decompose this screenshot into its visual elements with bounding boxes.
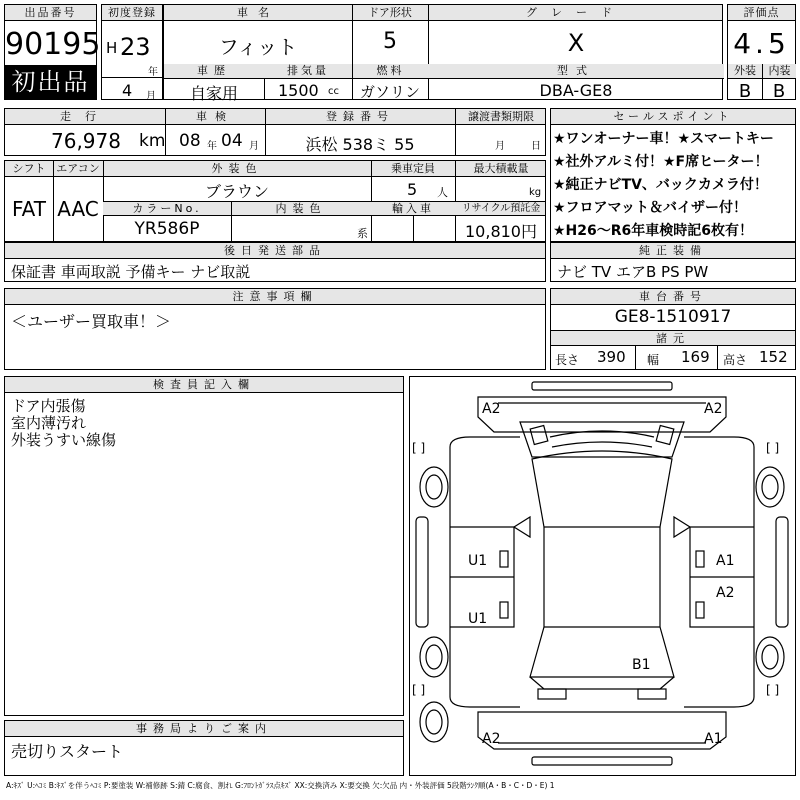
height-label: 高さ <box>723 353 748 367</box>
interior-label: 内装 <box>762 64 796 79</box>
inspector-line: 外装うすい線傷 <box>11 431 117 449</box>
displacement-unit: cc <box>328 86 339 97</box>
transfer-label: 譲渡書類期限 <box>468 110 534 123</box>
plate: 浜松 538ミ 55 <box>305 135 415 154</box>
ac: AAC <box>57 197 99 221</box>
inspection-month-unit: 月 <box>249 141 259 152</box>
mileage-label: 走行 <box>60 110 110 123</box>
later-parts-box <box>4 242 546 282</box>
displacement-label: 排気量 <box>264 64 352 79</box>
exterior-color: ブラウン <box>204 182 269 201</box>
sales-point-item: ★ワンオーナー車！★スマートキー <box>553 131 774 147</box>
lot-number: 90195 <box>5 27 101 62</box>
first-listing-badge <box>5 65 96 99</box>
door-type: 5 <box>383 29 397 54</box>
vehicle-info-box <box>163 4 723 103</box>
sales-point-item: ★フロアマット＆バイザー付！ <box>553 200 747 216</box>
fuel-label: 燃料 <box>352 64 428 79</box>
shift-label: シフト <box>12 162 46 175</box>
displacement: 1500 <box>278 81 319 100</box>
office-box <box>4 720 404 776</box>
color-label: 外装色 <box>211 162 263 175</box>
height: 152 <box>759 348 788 366</box>
inspection-label: 車検 <box>196 110 234 123</box>
int-color-label: 内装色 <box>275 202 327 215</box>
width-label: 幅 <box>647 353 660 367</box>
equipment-text: ナビ TV エアB PS PW <box>557 263 709 281</box>
sales-point-item: ★純正ナビTV、バックカメラ付！ <box>553 177 768 193</box>
sales-points-label: セールスポイント <box>551 109 795 125</box>
bracket-left: [ ] <box>412 441 426 455</box>
damage-left-rear-door: U1 <box>468 611 488 627</box>
sales-points-box <box>550 108 796 242</box>
color-no-label: カラーNo. <box>132 202 202 215</box>
notes-text: ＜ユーザー買取車！＞ <box>11 312 172 331</box>
score-label: 評価点 <box>728 5 795 21</box>
equipment-label: 純正装備 <box>551 243 795 259</box>
damage-left-front-door: U1 <box>468 553 488 569</box>
registration-box <box>101 4 163 100</box>
length: 390 <box>597 348 626 366</box>
inspector-line: 室内薄汚れ <box>11 414 87 432</box>
transfer-month-unit: 月 <box>495 141 505 152</box>
bracket-left-rear: [ ] <box>412 683 426 697</box>
capacity-label: 乗車定員 <box>391 162 435 175</box>
later-parts-label: 後日発送部品 <box>5 243 545 259</box>
car-diagram-svg <box>410 377 795 775</box>
chassis-number: GE8-1510917 <box>614 307 732 327</box>
registration-label: 初度登録 <box>102 5 162 21</box>
damage-right-front-door: A1 <box>716 553 735 569</box>
history-label: 車歴 <box>164 64 264 79</box>
model: DBA-GE8 <box>539 81 613 100</box>
dims-label: 諸元 <box>551 330 795 346</box>
damage-right-rear-door: A2 <box>716 585 735 601</box>
load-label: 最大積載量 <box>473 162 529 175</box>
car-diagram <box>409 376 796 776</box>
era: H <box>106 39 118 57</box>
recycle-deposit: 10,810円 <box>465 222 537 241</box>
first-listing-text: 初出品 <box>11 68 90 96</box>
carname: フィット <box>218 35 298 59</box>
door-label: ドア形状 <box>368 6 412 19</box>
exterior-label: 外装 <box>728 64 762 79</box>
width: 169 <box>681 348 710 366</box>
spec-row-box <box>4 160 546 242</box>
shift: FAT <box>11 197 46 221</box>
damage-rear-right: A1 <box>704 731 723 747</box>
carname-label: 車名 <box>237 6 279 19</box>
later-parts-text: 保証書 車両取説 予備キー ナビ取説 <box>11 263 251 281</box>
notes-box <box>4 288 546 370</box>
int-color-unit: 系 <box>357 227 368 240</box>
lot-number-box <box>4 4 101 100</box>
plate-label: 登録番号 <box>326 110 394 123</box>
damage-roof-rear: B1 <box>632 657 651 673</box>
reg-year-unit: 年 <box>148 67 158 78</box>
mileage-row-box <box>4 108 546 156</box>
sales-point-item: ★社外アルミ付！★F席ヒーター！ <box>553 154 769 170</box>
inspector-label: 検査員記入欄 <box>5 377 403 393</box>
capacity: 5 <box>407 180 418 199</box>
inspector-box <box>4 376 404 716</box>
fuel: ガソリン <box>359 83 420 101</box>
score-box <box>727 4 796 100</box>
import-label: 輸入車 <box>392 202 434 215</box>
grade-label: グレード <box>526 6 626 19</box>
history: 自家用 <box>189 84 238 103</box>
load-unit: kg <box>529 187 542 198</box>
reg-month-unit: 月 <box>146 91 156 102</box>
inspection-year-unit: 年 <box>207 141 217 152</box>
transfer-day-unit: 日 <box>531 141 541 152</box>
office-text: 売切りスタート <box>11 742 124 761</box>
interior-grade: B <box>772 81 786 102</box>
sales-point-item: ★H26～R6年車検時記6枚有！ <box>553 223 754 239</box>
model-label: 型式 <box>428 64 724 79</box>
equipment-box <box>550 242 796 282</box>
reg-month: 4 <box>122 81 133 100</box>
exterior-grade: B <box>738 81 752 102</box>
inspection-month: 04 <box>221 131 243 151</box>
recycle-label: リサイクル預託金 <box>461 203 541 214</box>
chassis-label: 車台番号 <box>551 289 795 305</box>
chassis-box <box>550 288 796 370</box>
bracket-right: [ ] <box>766 441 780 455</box>
length-label: 長さ <box>555 353 580 367</box>
mileage-unit: km <box>139 131 166 151</box>
damage-rear-left: A2 <box>482 731 501 747</box>
capacity-unit: 人 <box>437 186 448 199</box>
color-number: YR586P <box>134 219 200 239</box>
ac-label: エアコン <box>56 162 100 175</box>
damage-front-left: A2 <box>482 401 501 417</box>
reg-year: 23 <box>120 33 151 61</box>
grade: X <box>567 29 585 57</box>
lot-number-label: 出品番号 <box>5 5 96 21</box>
notes-label: 注意事項欄 <box>5 289 545 305</box>
office-label: 事務局よりご案内 <box>5 721 403 737</box>
inspector-line: ドア内張傷 <box>11 397 86 415</box>
damage-legend: A:ｷｽﾞ U:ﾍｺﾐ B:ｷｽﾞを伴うﾍｺﾐ P:要塗装 W:補修跡 S:錆 C:腐食、割れ G:ﾌﾛﾝﾄｶﾞﾗｽ点ｷｽﾞ XX:交換済み X:要交換 欠:欠品 内・外装評価 5段階ﾗﾝｸ順(A・B・C・D・E) 1 <box>6 781 555 790</box>
score: 4.5 <box>733 27 790 60</box>
inspection-year: 08 <box>179 131 201 151</box>
bracket-right-rear: [ ] <box>766 683 780 697</box>
mileage: 76,978 <box>51 129 121 153</box>
damage-front-right: A2 <box>704 401 723 417</box>
